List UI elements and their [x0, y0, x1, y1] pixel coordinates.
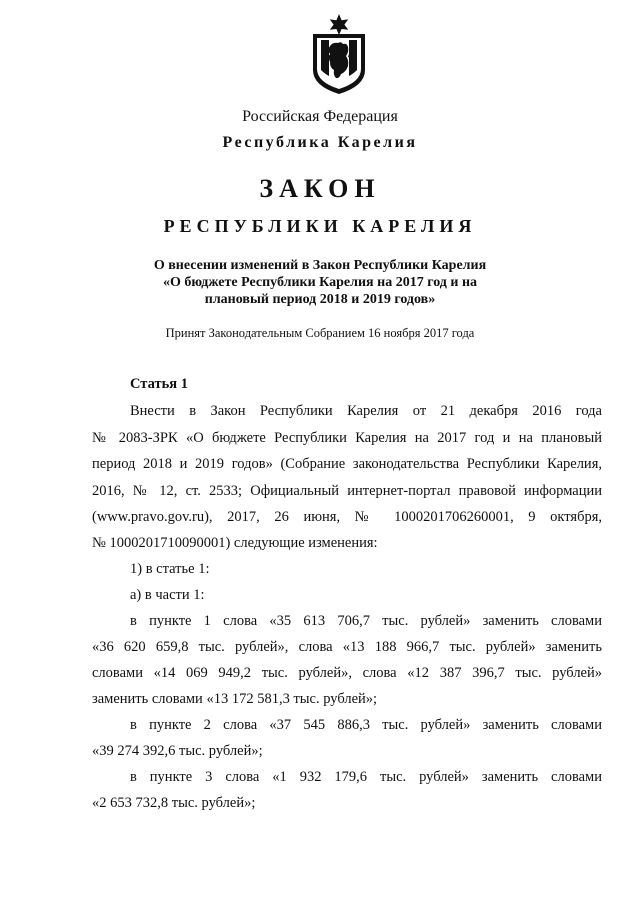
law-heading — [0, 257, 640, 308]
article-text-line: «36 620 659,8 тыс. рублей», слова «13 188 966,7 тыс. рублей» заменить — [92, 639, 602, 655]
law-heading-line: О внесении изменений в Закон Республики Карелия — [153, 258, 487, 273]
article-text-line: «2 653 732,8 тыс. рублей»; — [92, 795, 256, 811]
law-heading-line: «О бюджете Республики Карелия на 2017 год и на — [162, 275, 478, 290]
law-heading-line: плановый период 2018 и 2019 годов» — [204, 292, 436, 307]
article-text-line: 1) в статье 1: — [130, 561, 210, 577]
article-text-line: в пункте 2 слова «37 545 886,3 тыс. рублей» заменить словами — [130, 717, 602, 733]
country-name: Российская Федерация — [242, 108, 398, 125]
law-subtitle: РЕСПУБЛИКИ КАРЕЛИЯ — [163, 216, 477, 236]
karelia-coat-of-arms-icon — [303, 12, 375, 96]
article-text-line: а) в части 1: — [130, 587, 205, 603]
article-text-line: 2016, № 12, ст. 2533; Официальный интернет-портал правовой информации — [92, 483, 602, 499]
article-text-line: «39 274 392,6 тыс. рублей»; — [92, 743, 263, 759]
article-text-line: Внести в Закон Республики Карелия от 21 декабря 2016 года — [130, 403, 602, 419]
article-text-line: № 1000201710090001) следующие изменения: — [92, 535, 378, 551]
article-text-line: в пункте 3 слова «1 932 179,6 тыс. рублей» заменить словами — [130, 769, 602, 785]
republic-name: Республика Карелия — [222, 134, 418, 151]
article-text-line: в пункте 1 слова «35 613 706,7 тыс. рублей» заменить словами — [130, 613, 602, 629]
article-text-line: период 2018 и 2019 годов» (Собрание законодательства Республики Карелия, — [92, 456, 602, 472]
law-title: ЗАКОН — [259, 174, 381, 203]
article-text-line: (www.pravo.gov.ru), 2017, 26 июня, № 1000201706260001, 9 октября, — [92, 509, 602, 525]
article-text-line: заменить словами «13 172 581,3 тыс. рублей»; — [92, 691, 378, 707]
article-title: Статья 1 — [130, 376, 188, 392]
article-text-line: № 2083-ЗРК «О бюджете Республики Карелия на 2017 год и на плановый — [92, 430, 602, 446]
article-text-line: словами «14 069 949,2 тыс. рублей», слова «12 387 396,7 тыс. рублей» — [92, 665, 602, 681]
adoption-note: Принят Законодательным Собранием 16 ноября 2017 года — [165, 326, 475, 340]
